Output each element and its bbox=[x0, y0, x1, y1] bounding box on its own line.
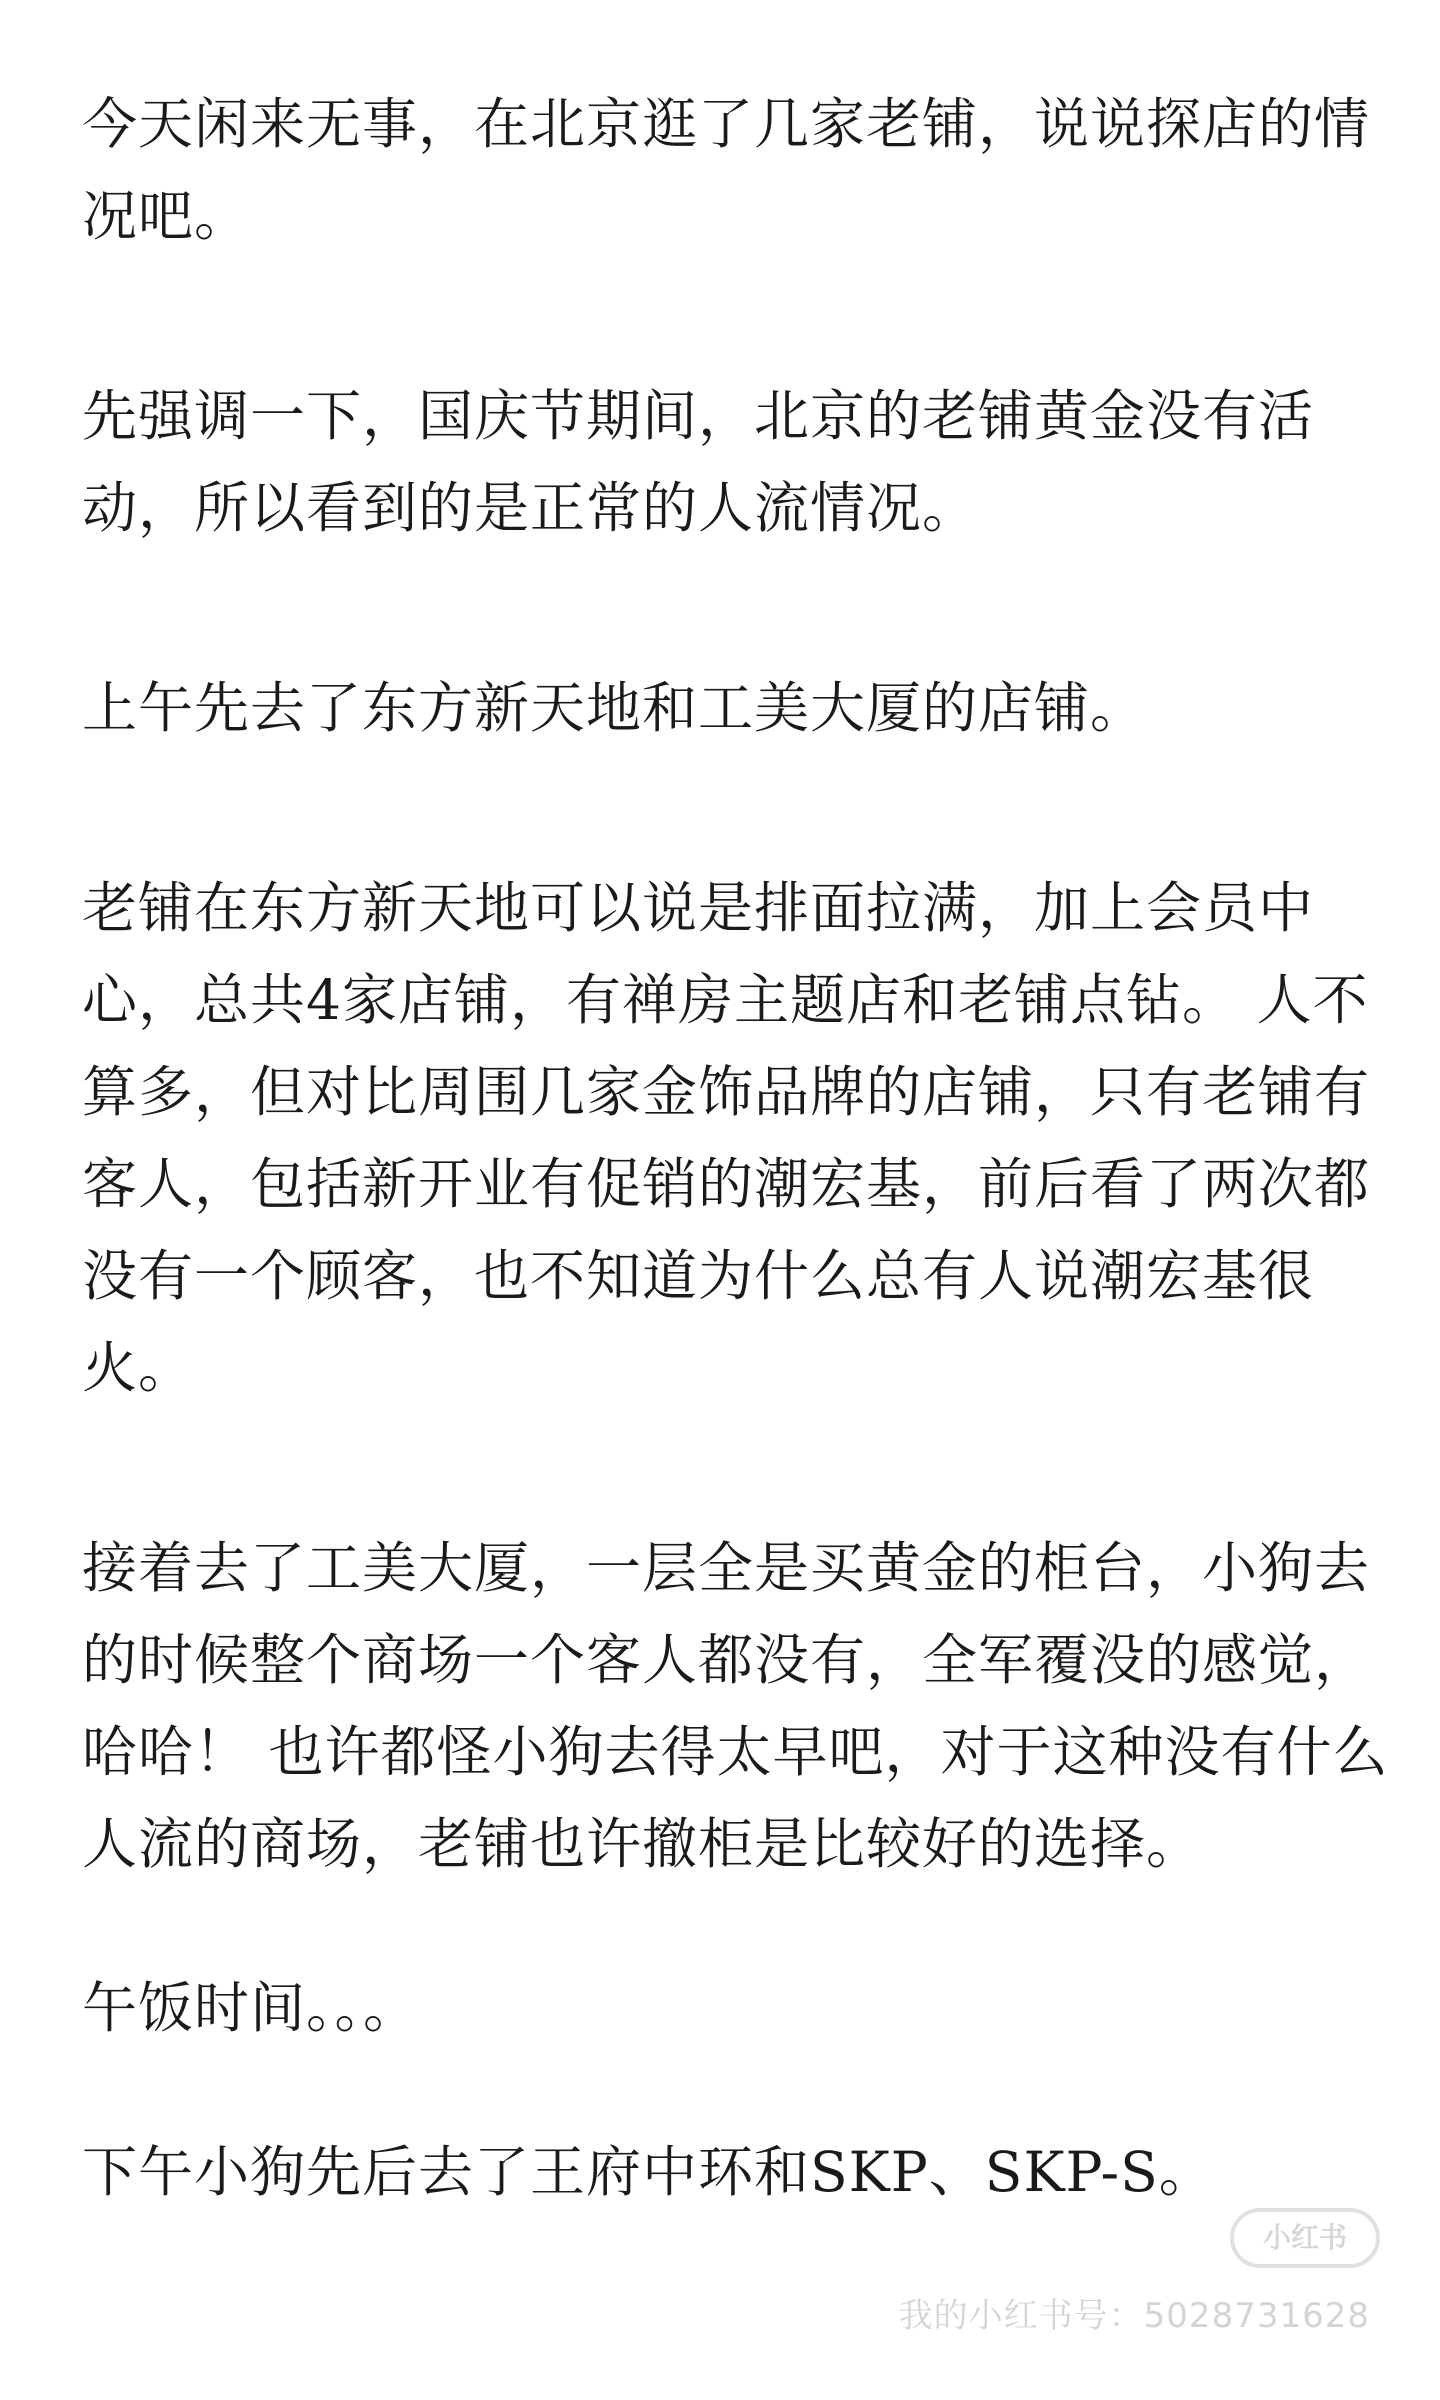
text-line: 上午先去了东方新天地和工美大厦的店铺。 bbox=[82, 676, 1147, 740]
text-line: 没有一个顾客，也不知道为什么总有人说潮宏基很 bbox=[82, 1244, 1315, 1308]
paragraph-lunch bbox=[82, 1962, 1362, 2054]
paragraph-morning bbox=[82, 662, 1362, 754]
watermark bbox=[898, 2208, 1380, 2336]
text-line: 火。 bbox=[82, 1336, 195, 1400]
text-line: 接着去了工美大厦，一层全是买黄金的柜台，小狗去 bbox=[82, 1536, 1371, 1600]
paragraph-intro bbox=[82, 78, 1371, 262]
paragraph-dongfang bbox=[82, 862, 1371, 1414]
text-line: 心，总共4家店铺，有禅房主题店和老铺点钻。 人不 bbox=[82, 968, 1369, 1032]
text-line: 的时候整个商场一个客人都没有，全军覆没的感觉， bbox=[82, 1628, 1371, 1692]
text-line: 老铺在东方新天地可以说是排面拉满，加上会员中 bbox=[82, 876, 1315, 940]
watermark-user-id: 我的小红书号：5028731628 bbox=[898, 2296, 1370, 2336]
paragraph-afternoon bbox=[82, 2126, 1362, 2218]
text-line: 算多，但对比周围几家金饰品牌的店铺，只有老铺有 bbox=[82, 1060, 1371, 1124]
text-line: 午饭时间。。。 bbox=[82, 1976, 420, 2040]
text-line: 人流的商场，老铺也许撤柜是比较好的选择。 bbox=[82, 1812, 1203, 1876]
xiaohongshu-logo: 小红书 bbox=[1230, 2208, 1380, 2268]
text-line: 动，所以看到的是正常的人流情况。 bbox=[82, 476, 979, 540]
paragraph-gongmei bbox=[82, 1522, 1389, 1890]
text-line: 下午小狗先后去了王府中环和SKP、SKP-S。 bbox=[82, 2140, 1215, 2204]
text-line: 客人，包括新开业有促销的潮宏基，前后看了两次都 bbox=[82, 1152, 1371, 1216]
paragraph-note bbox=[82, 370, 1362, 554]
article-body bbox=[82, 78, 1389, 2218]
text-line: 今天闲来无事，在北京逛了几家老铺，说说探店的情 bbox=[82, 92, 1371, 156]
text-line: 哈哈！ 也许都怪小狗去得太早吧，对于这种没有什么 bbox=[82, 1720, 1389, 1784]
text-line: 况吧。 bbox=[82, 184, 251, 248]
text-line: 先强调一下，国庆节期间，北京的老铺黄金没有活 bbox=[82, 384, 1315, 448]
